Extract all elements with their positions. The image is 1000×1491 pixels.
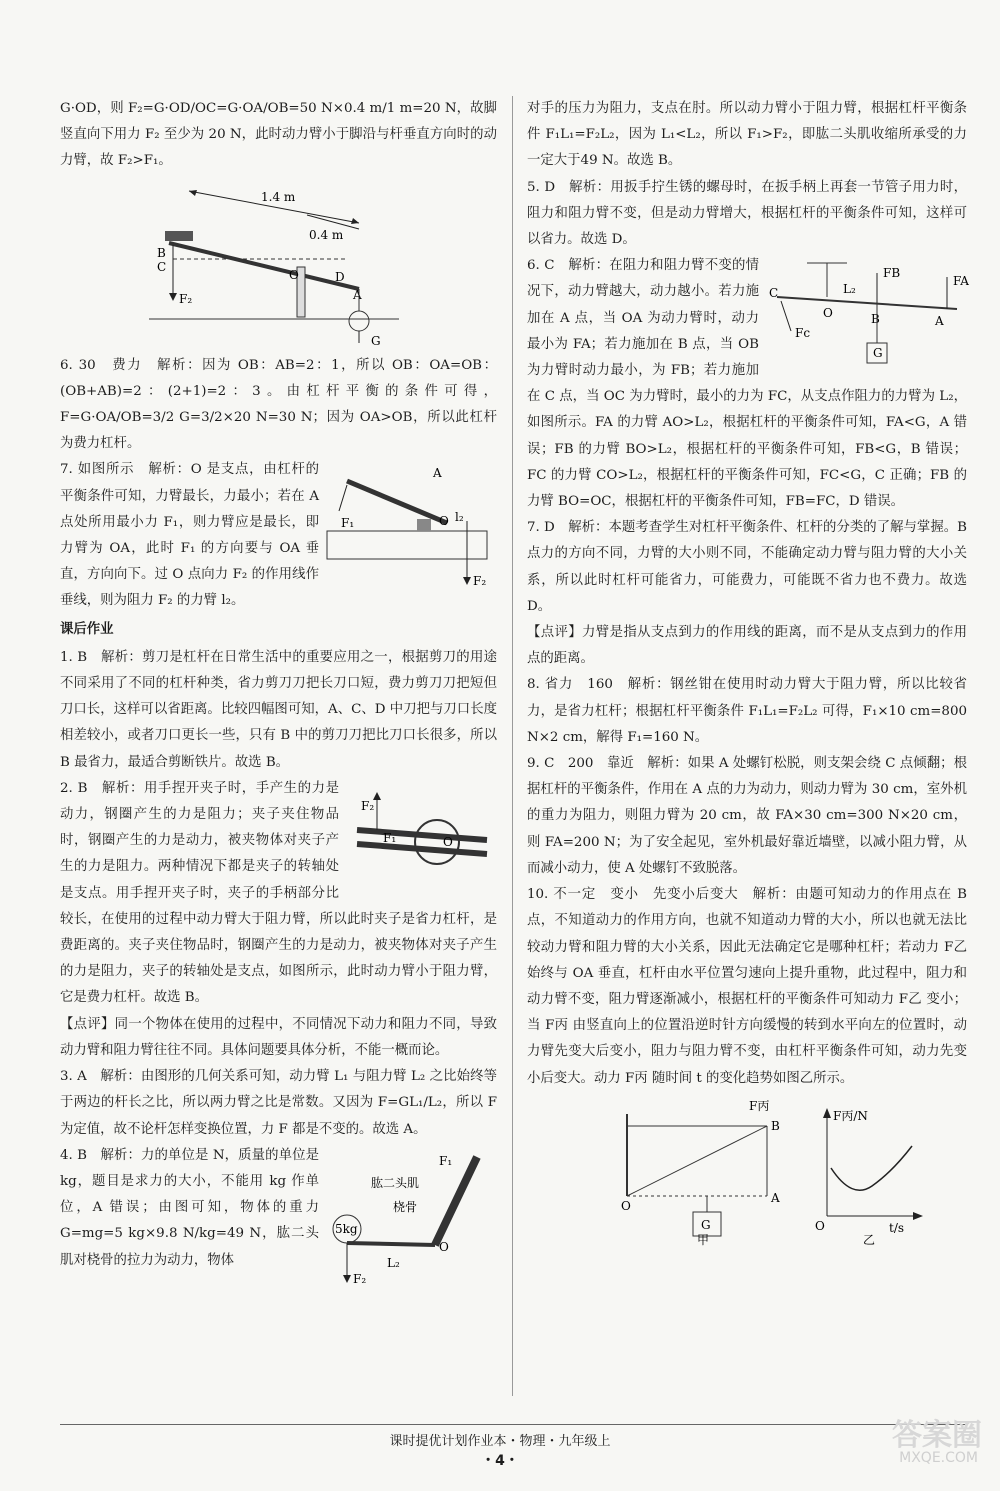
caption-jia: 甲 — [697, 1232, 710, 1247]
label-L2: L₂ — [387, 1255, 400, 1270]
right-column — [527, 96, 967, 1250]
homework-10: 10. 不一定 变小 先变小后变大 解析：由题可知动力的作用点在 B 点，不知道动力的作用方向，也就不知道动力臂的大小，所以也就无法比较动力臂和阻力臂的大小关系，因此无法确定它是哪种杠杆；若动力 F乙 始终与 OA 垂直，杠杆由水平位置匀速向上提升重物，此过程中，阻力和动力臂不变，阻力臂逐渐减小，根据杠杆的平衡条件可知动力 F乙 变小；当 F丙 由竖直向上的位置沿逆时针方向缓慢的转到水平向左的位置时，动力臂先变大后变小，阻力与阻力臂不变，由杠杆平衡条件可知，动力先变小后变大。动力 F丙 随时间 t 的变化趋势如图乙所示。 — [527, 887, 967, 1086]
label-G: G — [370, 333, 381, 348]
figure-screwdriver — [327, 461, 497, 591]
answer-6: 6. 30 费力 解析：因为 OB：AB=2：1，所以 OB：OA=OB：(OB+AB)=2：(2+1)=2：3。由杠杆平衡的条件可得，F=G·OA/OB=3/2 G=3/2×20 N=30 N；因为 OA>OB，所以此杠杆为费力杠杆。 — [60, 357, 497, 452]
comment-1: 【点评】同一个物体在使用的过程中，不同情况下动力和阻力不同，导致动力臂和阻力臂往往不同。具体问题要具体分析，不能一概而论。 — [60, 1016, 497, 1058]
label-B: B — [156, 245, 166, 260]
label-Fbing: F丙 — [749, 1098, 770, 1113]
label-F2: F₂ — [361, 798, 375, 813]
homework-4-continued: 对手的压力为阻力，支点在肘。所以动力臂小于阻力臂，根据杠杆平衡条件 F₁L₁=F₂L₂，因为 L₁<L₂，所以 F₁>F₂，即肱二头肌收缩所承受的力一定大于49 N。故选 B。 — [527, 101, 967, 169]
label-len-short: 0.4 m — [308, 227, 343, 242]
label-A: A — [352, 287, 362, 302]
figure-final — [567, 1096, 927, 1246]
homework-1: 1. B 解析：剪刀是杠杆在日常生活中的重要应用之一，根据剪刀的用途不同采用了不同的杠杆种类，省力剪刀刀把长刀口短，费力剪刀刀把短但刀口长，这样可以省距离。比较四幅图可知，A、C、D 中刀把与刀口长度相差较小，或者刀口更长一些，只有 B 中的剪刀刀把比刀口长很多，所以 B 最省力，最适合剪断铁片。故选 B。 — [60, 649, 497, 770]
label-O: O — [443, 834, 453, 849]
label-G: G — [701, 1217, 711, 1232]
label-F2: F₂ — [178, 291, 192, 306]
watermark-logo: 答案圈 — [892, 1418, 982, 1453]
column-divider — [512, 96, 513, 1396]
homework-2: 2. B 解析：用手捏开夹子时，手产生的力是动力，钢圈产生的力是阻力；夹子夹住物品时，钢圈产生的力是动力，被夹物体对夹子产生的力是阻力。两种情况下都是夹子的转轴处是支点。用手捏开夹子时，夹子的手柄部分比较长，在使用的过程中动力臂大于阻力臂，所以此时夹子是省力杠杆，是费距离的。夹子夹住物品时，钢圈产生的力是动力，被夹物体对夹子产生的力是阻力，夹子的转轴处是支点，如图所示，此时动力臂小于阻力臂，它是费力杠杆。故选 B。 — [60, 780, 497, 1006]
figure-lever-foot — [149, 179, 409, 349]
figure-lever-forces — [767, 257, 967, 377]
label-Fc: Fc — [795, 326, 811, 341]
force-curve — [831, 1146, 912, 1190]
homework-4: 4. B 解析：力的单位是 N，质量的单位是 kg，题目是求力的大小，不能用 kg 作单位，A 错误；由图可知，物体的重力 G=mg=5 kg×9.8 N/kg=49 N，肱二头肌对桡骨的拉力为动力，物体 — [60, 1147, 319, 1268]
label-O: O — [288, 267, 299, 282]
label-muscle: 肱二头肌 — [371, 1175, 420, 1190]
label-C: C — [769, 286, 779, 301]
label-FA: FA — [953, 274, 969, 289]
label-F1: F₁ — [439, 1153, 453, 1168]
label-O: O — [439, 514, 449, 529]
label-B: B — [871, 312, 880, 327]
label-O: O — [621, 1198, 631, 1213]
label-F2: F₂ — [353, 1271, 367, 1286]
shoe-icon — [165, 231, 193, 241]
homework-5: 5. D 解析：用扳手拧生锈的螺母时，在扳手柄上再套一节管子用力时，阻力和阻力臂不变，但是动力臂增大，根据杠杆的平衡条件可知，这样可以省力。故选 D。 — [527, 179, 967, 248]
homework-6: 6. C 解析：在阻力和阻力臂不变的情况下，动力臂越大，动力越小。若力施加在 A 点，当 OA 为动力臂时，动力最小为 FA；若力施加在 B 点，当 OB 为力臂时动力最小，为 FB；若力施加在 C 点，当 OC 为力臂时，最小的力为 FC，从支点作阻力的力臂为 L₂，如图所示。FA 的力臂 AO>L₂，根据杠杆的平衡条件可知，FA<G，A 错误；FB 的力臂 BO>L₂，根据杠杆的平衡条件可知，FB<G，B 错误；FC 的力臂 CO>L₂，根据杠杆的平衡条件可知，FC<G，C 正确；FB 的力臂 BO=OC，根据杠杆的平衡条件可知，FB=FC，D 错误。 — [527, 258, 967, 510]
axis-origin: O — [815, 1218, 825, 1233]
label-O: O — [823, 306, 833, 321]
homework-3: 3. A 解析：由图形的几何关系可知，动力臂 L₁ 与阻力臂 L₂ 之比始终等于两边的杆长之比，所以两力臂之比是常数。又因为 F=GL₁/L₂，所以 F 为定值，故不论杆怎样变换位置，力 F 都是不变的。故选 A。 — [60, 1069, 497, 1137]
label-FB: FB — [883, 266, 901, 281]
axis-label-x: t/s — [889, 1220, 905, 1235]
label-A: A — [771, 1190, 780, 1205]
page-number: ・4・ — [481, 1453, 519, 1469]
label-F1: F₁ — [383, 830, 397, 845]
watermark-url: MXQE.COM — [899, 1450, 978, 1466]
label-B: B — [771, 1118, 780, 1133]
comment-2: 【点评】力臂是指从支点到力的作用线的距离，而不是从支点到力的作用点的距离。 — [527, 625, 967, 667]
label-F1: F₁ — [341, 516, 355, 531]
homework-7: 7. D 解析：本题考查学生对杠杆平衡条件、杠杆的分类的了解与掌握。B 点力的方向不同，力臂的大小则不同，不能确定动力臂与阻力臂的大小关系，所以此时杠杆可能省力，可能费力，可能既不省力也不费力。故选 D。 — [527, 520, 967, 614]
footer-title: 课时提优计划作业本・物理・九年级上 — [389, 1434, 611, 1449]
left-continuation-paragraph: G·OD，则 F₂=G·OD/OC=G·OA/OB=50 N×0.4 m/1 m=20 N，故脚竖直向下用力 F₂ 至少为 20 N，此时动力臂小于脚沿与杆垂直方向时的动力臂，故 F₂>F₁。 — [60, 101, 497, 169]
label-len-total: 1.4 m — [260, 189, 295, 204]
label-D: D — [334, 269, 345, 284]
axis-label-y: F丙/N — [833, 1108, 868, 1123]
label-l2: l₂ — [455, 510, 464, 525]
label-weight: 5kg — [335, 1221, 358, 1236]
figure-arm — [327, 1147, 497, 1287]
label-O: O — [439, 1239, 449, 1254]
caption-yi: 乙 — [863, 1232, 876, 1247]
answer-7: 7. 如图所示 解析：O 是支点，由杠杆的平衡条件可知，力臂最长，力最小；若在 A 点处所用最小力 F₁，则力臂应是最长，即力臂为 OA，此时 F₁ 的方向要与 OA 垂直，方向向下。过 O 点向力 F₂ 的作用线作垂线，则为阻力 F₂ 的力臂 l₂。 — [60, 462, 319, 609]
homework-8: 8. 省力 160 解析：钢丝钳在使用时动力臂大于阻力臂，所以比较省力，是省力杠杆；根据杠杆平衡条件 F₁L₁=F₂L₂ 可得，F₁×10 cm=800 N×2 cm，解得 F₁=160 N。 — [527, 677, 967, 745]
label-F2: F₂ — [473, 574, 487, 589]
section-homework: 课后作业 — [60, 621, 114, 637]
homework-9: 9. C 200 靠近 解析：如果 A 处螺钉松脱，则支架会绕 C 点倾翻；根据杠杆的平衡条件，作用在 A 点的力为动力，则动力臂为 30 cm，室外机的重力为阻力，则阻力臂为 20 cm，故 FA×30 cm=300 N×20 cm，则 FA=200 N；为了安全起见，室外机最好靠近墙壁，以减小阻力臂，从而减小动力，使 A 处螺钉不致脱落。 — [527, 756, 967, 876]
left-column — [60, 96, 497, 1291]
figure-clip — [347, 780, 497, 890]
label-G: G — [873, 346, 883, 361]
footer-rule — [60, 1424, 968, 1425]
label-A: A — [935, 314, 944, 329]
label-A: A — [433, 466, 442, 481]
label-C: C — [156, 259, 166, 274]
label-bone: 桡骨 — [393, 1199, 418, 1214]
label-L2: L₂ — [843, 282, 856, 297]
